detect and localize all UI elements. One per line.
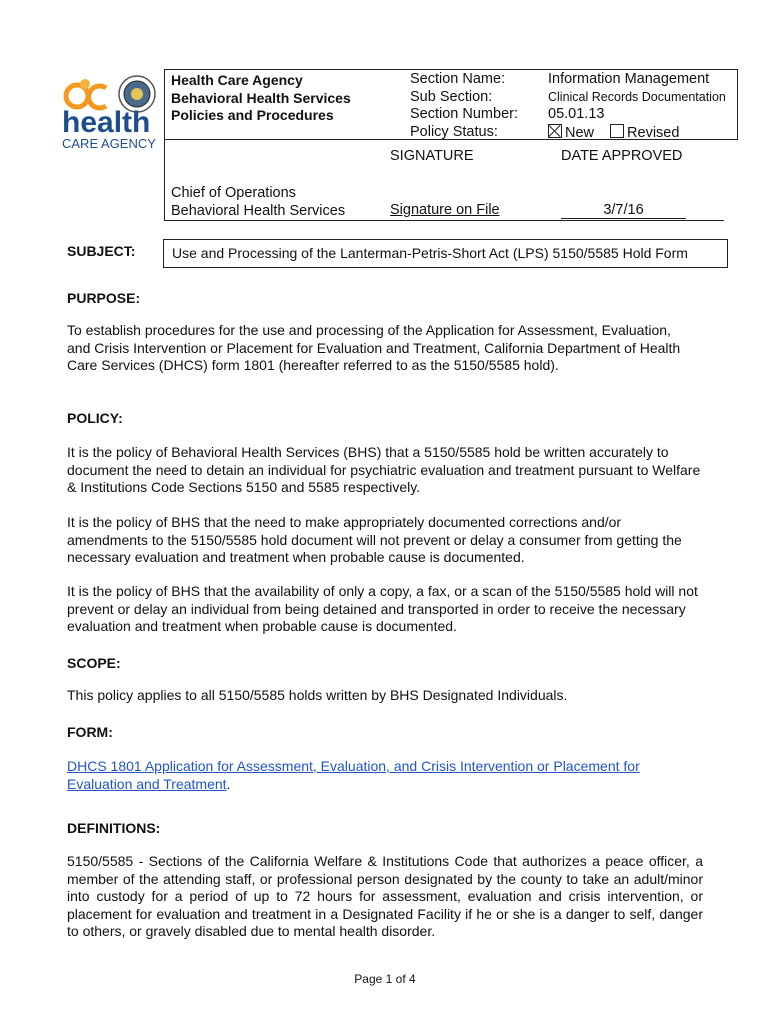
sub-section-value: Clinical Records Documentation xyxy=(548,89,726,104)
header-bottom-border xyxy=(164,220,724,221)
header-top-border xyxy=(164,69,738,70)
form-link-period: . xyxy=(226,775,231,792)
policy-heading: POLICY: xyxy=(67,410,123,426)
dhcs-1801-link[interactable]: DHCS 1801 Application for Assessment, Evaluation, and Crisis Intervention or Placement for Evaluation and Treatment xyxy=(67,758,640,792)
svg-text:health: health xyxy=(62,106,151,139)
oc-health-logo xyxy=(62,72,162,152)
section-number-value: 05.01.13 xyxy=(548,106,605,122)
section-number-label: Section Number: xyxy=(410,106,518,122)
policy-paragraph-3: It is the policy of BHS that the availability of only a copy, a fax, or a scan of the 5150/5585 hold will not prevent or delay an individual from being detained and transported in order to receive the necessary evaluation and treatment when probable cause is documented. xyxy=(67,583,698,634)
form-heading: FORM: xyxy=(67,724,113,740)
status-revised-checkbox xyxy=(610,124,624,138)
section-name-value: Information Management xyxy=(548,71,710,87)
date-approved-header: DATE APPROVED xyxy=(561,148,683,164)
policy-paragraph-2: It is the policy of BHS that the need to make appropriately documented corrections and/or amendments to the 5150/5585 hold document will not prevent or delay a consumer from getting the necessary evaluation and treatment when probable cause is documented. xyxy=(67,514,682,565)
status-new-checkbox xyxy=(548,124,562,138)
status-revised-label: Revised xyxy=(627,124,680,141)
document-type: Policies and Procedures xyxy=(171,107,334,123)
date-approved-value xyxy=(561,202,686,219)
agency-name: Health Care Agency xyxy=(171,72,303,88)
definitions-heading: DEFINITIONS: xyxy=(67,820,161,836)
date-approved-text: 3/7/16 xyxy=(603,202,644,218)
approver-title: Chief of Operations xyxy=(171,185,296,201)
policy-status-label: Policy Status: xyxy=(410,123,498,140)
scope-heading: SCOPE: xyxy=(67,655,121,671)
status-new-label: New xyxy=(565,124,595,141)
header-left-border xyxy=(164,69,165,221)
svg-text:CARE AGENCY: CARE AGENCY xyxy=(62,136,156,151)
signature-header: SIGNATURE xyxy=(390,148,474,164)
header-right-border xyxy=(737,69,738,139)
purpose-heading: PURPOSE: xyxy=(67,290,141,306)
definitions-text: 5150/5585 - Sections of the California Welfare & Institutions Code that authorizes a peace officer, a member of the attending staff, or professional person designated by the county to take an adult/minor into custody for a period of up to 72 hours for assessment, evaluation and crisis intervention, or placement for evaluation and treatment in a Designated Facility if he or she is a danger to self, danger to others, or gravely disabled due to mental health disorder. xyxy=(67,853,703,939)
subject-label: SUBJECT: xyxy=(67,243,136,259)
section-name-label: Section Name: xyxy=(410,71,506,87)
page-number: Page 1 of 4 xyxy=(354,972,416,986)
signature-value: Signature on File xyxy=(390,202,500,218)
policy-status-value xyxy=(548,124,726,143)
approver-division: Behavioral Health Services xyxy=(171,202,346,219)
division-name: Behavioral Health Services xyxy=(171,89,351,106)
policy-paragraph-1: It is the policy of Behavioral Health Services (BHS) that a 5150/5585 hold be written accurately to document the need to detain an individual for psychiatric evaluation and treatment pursuant to Welfare & Institutions Code Sections 5150 and 5585 respectively. xyxy=(67,444,701,495)
purpose-text: To establish procedures for the use and processing of the Application for Assessment, Evaluation, and Crisis Intervention or Placement for Evaluation and Treatment, California Department of Health Care Services (DHCS) form 1801 (hereafter referred to as the 5150/5585 hold). xyxy=(67,322,681,373)
form-text xyxy=(67,758,697,793)
sub-section-label: Sub Section: xyxy=(410,88,493,105)
subject-text: Use and Processing of the Lanterman-Petris-Short Act (LPS) 5150/5585 Hold Form xyxy=(172,245,688,261)
subject-box xyxy=(163,239,728,268)
scope-text: This policy applies to all 5150/5585 holds written by BHS Designated Individuals. xyxy=(67,687,568,703)
